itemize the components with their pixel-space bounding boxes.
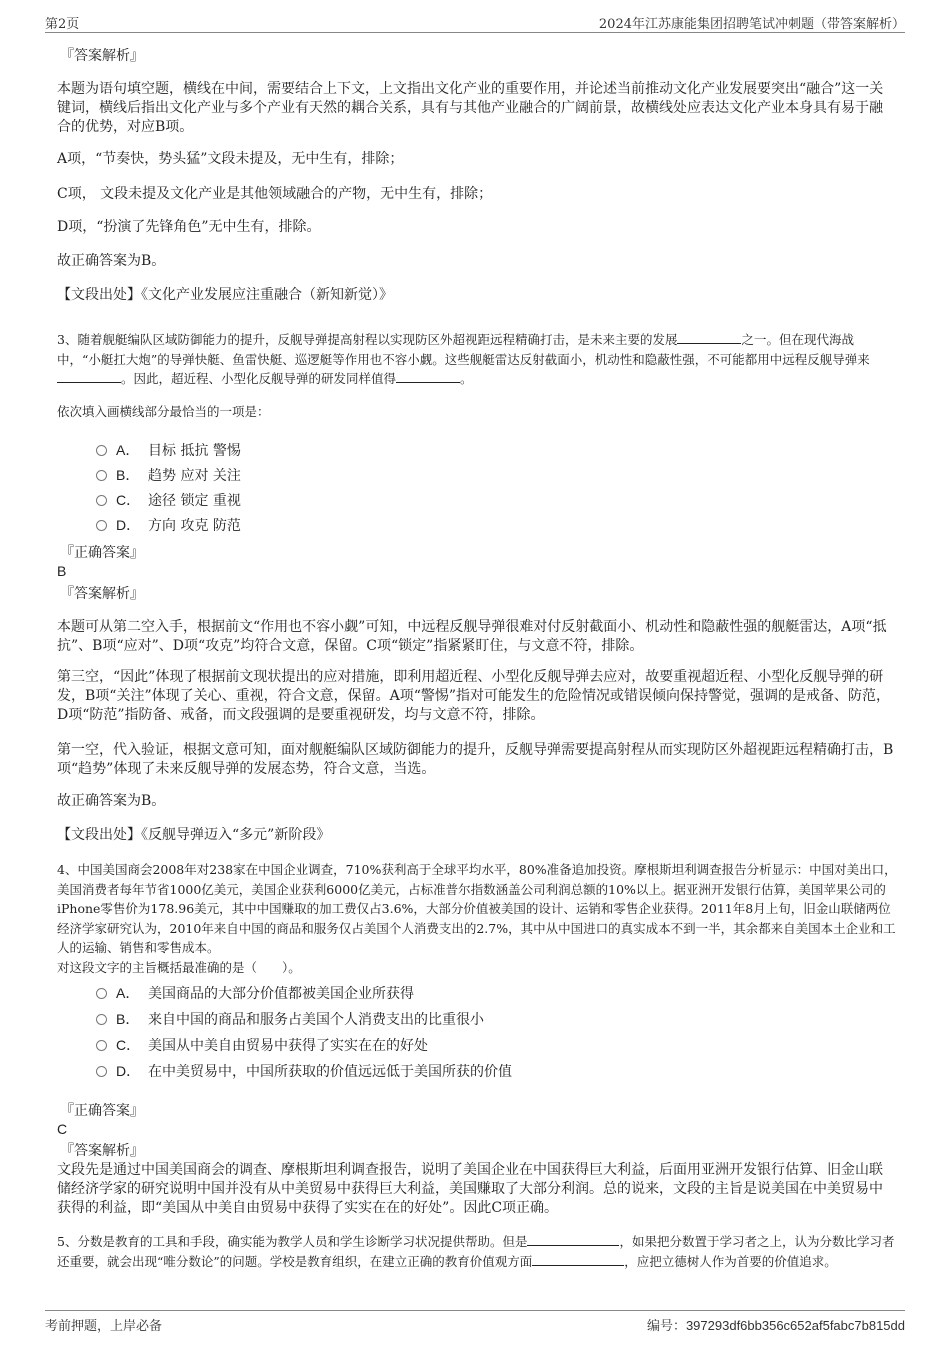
radio-icon[interactable] (96, 495, 107, 506)
q4-correct-label: 『正确答案』 (60, 1103, 144, 1119)
q3-prompt: 依次填入画横线部分最恰当的一项是： (57, 404, 270, 419)
radio-icon[interactable] (96, 1040, 107, 1051)
page-header (45, 10, 905, 33)
q3-option-d[interactable]: D． 方向 攻克 防范 (96, 515, 241, 536)
q2-analysis-option-a: A项，“节奏快，势头猛”文段未提及，无中生有，排除； (57, 151, 404, 167)
q3-analysis-para2: 第三空，“因此”体现了根据前文现状提出的应对措施，即利用超近程、小型化反舰导弹去应对，故要重视超近程、小型化反舰导弹的研发，B项“关注”体现了关心、重视，符合文意，保留。A项“警惕”指对可能发生的危险情况或错误倾向保持警觉，强调的是戒备、防范，D项“防范”指防备、戒备，而文段强调的是要重视研发，均与文意不符，排除。 (57, 669, 891, 723)
q4-option-a[interactable]: A． 美国商品的大部分价值都被美国企业所获得 (96, 983, 414, 1004)
q2-conclusion: 故正确答案为B。 (57, 253, 166, 269)
radio-icon[interactable] (96, 470, 107, 481)
q3-option-c[interactable]: C． 途径 锁定 重视 (96, 490, 241, 511)
blank-1[interactable] (527, 1233, 619, 1246)
q2-analysis-label: 『答案解析』 (60, 48, 144, 64)
q3-correct-label: 『正确答案』 (60, 545, 144, 561)
radio-icon[interactable] (96, 1066, 107, 1077)
q2-analysis-option-d: D项，“扮演了先锋角色”无中生有，排除。 (57, 219, 321, 235)
q4-option-b[interactable]: B． 来自中国的商品和服务占美国个人消费支出的比重很小 (96, 1009, 484, 1030)
q3-option-b[interactable]: B． 趋势 应对 关注 (96, 465, 241, 486)
q3-source: 【文段出处】《反舰导弹迈入“多元”新阶段》 (57, 827, 331, 843)
blank-2[interactable] (532, 1253, 624, 1266)
q3-correct-answer: B (57, 563, 67, 579)
q3-analysis-para3: 第一空，代入验证，根据文意可知，面对舰艇编队区域防御能力的提升，反舰导弹需要提高射程从而实现防区外超视距远程精确打击，B项“趋势”体现了未来反舰导弹的发展态势，符合文意，当选。 (57, 742, 894, 777)
q3-option-a[interactable]: A． 目标 抵抗 警惕 (96, 440, 241, 461)
blank-2[interactable] (57, 370, 121, 383)
q2-analysis-para1: 本题为语句填空题，横线在中间，需要结合上下文，上文指出文化产业的重要作用，并论述当前推动文化产业发展要突出“融合”这一关键词，横线后指出文化产业与多个产业有天然的耦合关系，具有与其他产业融合的广阔前景，故横线处应表达文化产业本身具有易于融合的优势，对应B项。 (57, 81, 884, 135)
blank-3[interactable] (396, 370, 460, 383)
radio-icon[interactable] (96, 445, 107, 456)
blank-1[interactable] (677, 331, 741, 344)
q5-stem: 5、分数是教育的工具和手段，确实能为教学人员和学生诊断学习状况提供帮助。但是 ，如果把分数置于学习者之上，认为分数比学习者还重要，就会出现“唯分数论”的问题。学校是教育组织，在建立正确的教育价值观方面 ，应把立德树人作为首要的价值追求。 (57, 1234, 895, 1269)
footer-slogan: 考前押题，上岸必备 (45, 1319, 163, 1334)
q3-conclusion: 故正确答案为B。 (57, 793, 166, 809)
q4-option-d[interactable]: D． 在中美贸易中，中国所获取的价值远远低于美国所获的价值 (96, 1061, 512, 1082)
radio-icon[interactable] (96, 1014, 107, 1025)
document-code: 编号：397293df6bb356c652af5fabc7b815dd (646, 1318, 905, 1333)
q3-stem: 3、随着舰艇编队区域防御能力的提升，反舰导弹提高射程以实现防区外超视距远程精确打击，是未来主要的发展 之一。但在现代海战中，“小艇扛大炮”的导弹快艇、鱼雷快艇、巡逻艇等作用也不容小觑。这些舰艇雷达反射截面小，机动性和隐蔽性强，不可能都用中远程反舰导弹来。因此，超近程、小型化反舰导弹的研发同样值得 。 (57, 332, 870, 386)
document-title: 2024年江苏康能集团招聘笔试冲刺题（带答案解析） (598, 17, 905, 32)
q3-analysis-para1: 本题可从第二空入手，根据前文“作用也不容小觑”可知，中远程反舰导弹很难对付反射截面小、机动性和隐蔽性强的舰艇雷达，A项“抵抗”、B项“应对”、D项“攻克”均符合文意，保留。C项“锁定”指紧紧盯住，与文意不符，排除。 (57, 619, 887, 654)
page-number: 第2页 (45, 17, 80, 32)
q4-analysis: 文段先是通过中国美国商会的调查、摩根斯坦利调查报告，说明了美国企业在中国获得巨大利益，后面用亚洲开发银行估算、旧金山联储经济学家的研究说明中国并没有从中美贸易中获得巨大利益，美国赚取了大部分利润。总的说来，文段的主旨是说美国在中美贸易中获得的利益，即“美国从中美自由贸易中获得了实实在在的好处”。因此C项正确。 (57, 1162, 883, 1216)
q4-stem: 4、中国美国商会2008年对238家在中国企业调查，710%获利高于全球平均水平，80%准备追加投资。摩根斯坦利调查报告分析显示：中国对美出口，美国消费者每年节省1000亿美元，美国企业获利6000亿美元，占标准普尔指数涵盖公司利润总额的10%以上。据亚洲开发银行估算，美国苹果公司的iPhone零售价为178.96美元，其中中国赚取的加工费仅占3.6%，大部分价值被美国的设计、运销和零售企业获得。2011年8月上旬，旧金山联储两位经济学家研究认为，2010年来自中国的商品和服务仅占美国个人消费支出的2.7%，其中从中国进口的真实成本不到一半，其余都来自美国本土企业和工人的运输、销售和零售成本。 (57, 862, 897, 955)
q4-correct-answer: C (57, 1121, 68, 1137)
page-footer (45, 1310, 905, 1333)
radio-icon[interactable] (96, 988, 107, 999)
q4-prompt: 对这段文字的主旨概括最准确的是（ ）。 (57, 960, 301, 975)
q2-analysis-option-c: C项， 文段未提及文化产业是其他领域融合的产物，无中生有，排除； (57, 186, 493, 202)
q4-option-c[interactable]: C． 美国从中美自由贸易中获得了实实在在的好处 (96, 1035, 428, 1056)
radio-icon[interactable] (96, 520, 107, 531)
q4-analysis-label: 『答案解析』 (60, 1143, 144, 1159)
q2-source: 【文段出处】《文化产业发展应注重融合（新知新觉）》 (57, 287, 393, 303)
q3-analysis-label: 『答案解析』 (60, 586, 144, 602)
